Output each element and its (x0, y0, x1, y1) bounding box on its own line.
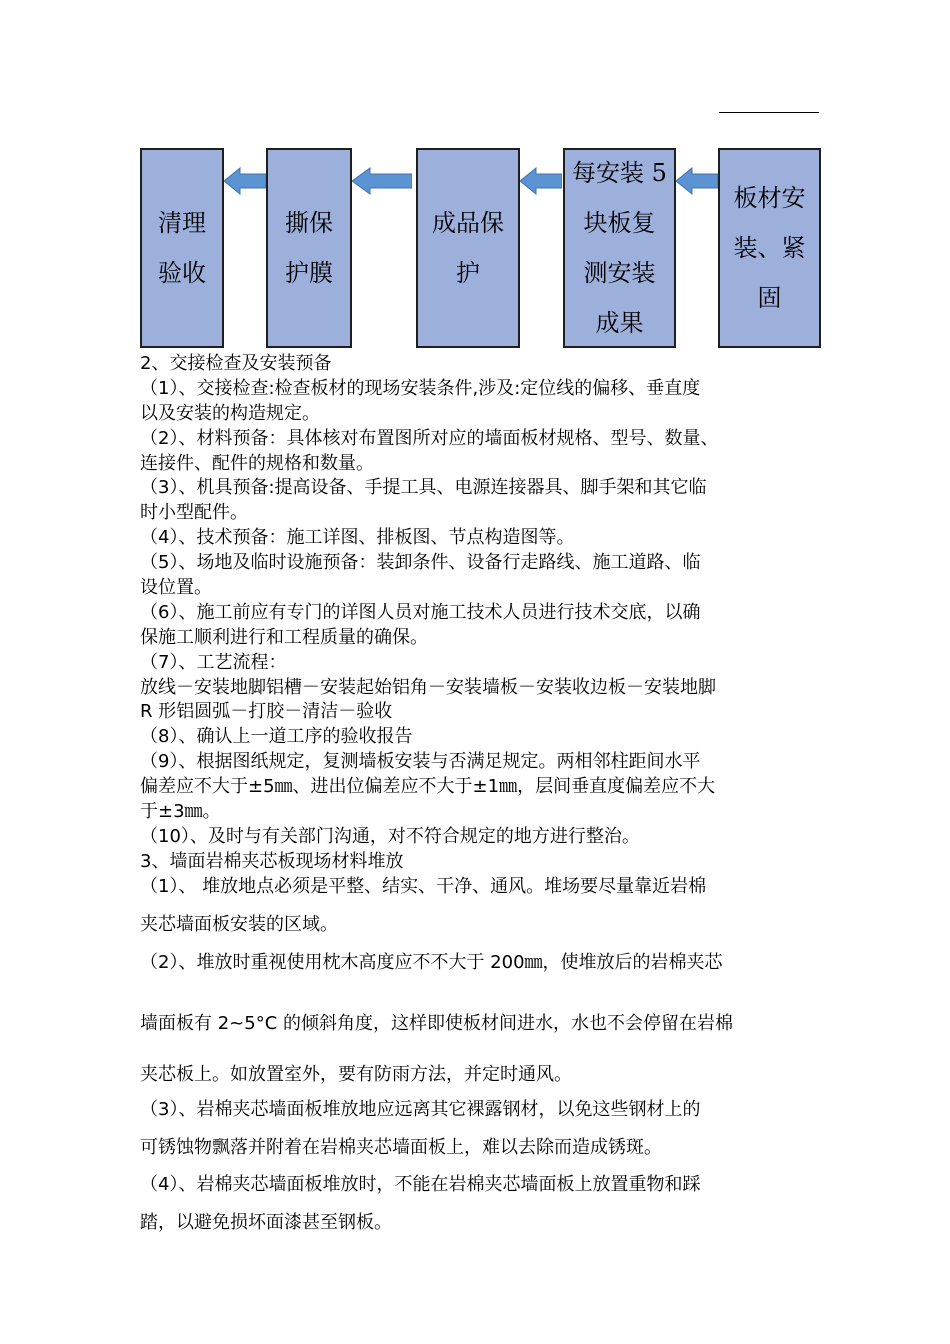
section3-line: 夹芯板上。如放置室外，要有防雨方法，并定时通风。 (140, 1064, 572, 1085)
section2-line: 连接件、配件的规格和数量。 (140, 453, 374, 474)
flow-box-label: 撕保 护膜 (285, 209, 333, 287)
section2-line: （6）、施工前应有专门的详图人员对施工技术人员进行技术交底，以确 (140, 602, 701, 623)
section2-line: （1）、交接检查:检查板材的现场安装条件,涉及:定位线的偏移、垂直度 (140, 378, 701, 399)
flow-box-chengpin (416, 148, 520, 348)
section2-line: R 形铝圆弧－打胶－清洁－验收 (140, 701, 393, 722)
flow-box-fuce (563, 148, 676, 348)
flow-box-label: 板材安 装、紧 固 (733, 184, 806, 312)
flow-box-sibaohu (266, 148, 352, 348)
section2-line: （10）、及时与有关部门沟通，对不符合规定的地方进行整治。 (140, 826, 640, 847)
section2-line: （7）、工艺流程： (140, 652, 287, 673)
section3-heading: 3、墙面岩棉夹芯板现场材料堆放 (140, 851, 404, 872)
section2-line: （5）、场地及临时设施预备：装卸条件、设备行走路线、施工道路、临 (140, 552, 701, 573)
section2-line: （9）、根据图纸规定，复测墙板安装与否满足规定。两相邻柱距间水平 (140, 751, 701, 772)
section2-line: （2）、材料预备：具体核对布置图所对应的墙面板材规格、型号、数量、 (140, 428, 719, 449)
section2-line: 放线－安装地脚铝槽－安装起始铝角－安装墙板－安装收边板－安装地脚 (140, 677, 716, 698)
section2-line: （4）、技术预备：施工详图、排板图、节点构造图等。 (140, 527, 575, 548)
flow-box-qingli (140, 148, 224, 348)
flow-box-label: 成品保 护 (432, 209, 504, 287)
section2-line: 偏差应不大于±5㎜、进出位偏差应不大于±1㎜，层间垂直度偏差应不大 (140, 776, 716, 797)
section2-line: 以及安装的构造规定。 (140, 403, 320, 424)
section3-line: 夹芯墙面板安装的区域。 (140, 914, 338, 935)
top-rule (719, 112, 819, 113)
flow-box-label: 清理 验收 (158, 209, 206, 287)
flow-arrow-left-icon (676, 167, 718, 195)
section2-line: 于±3㎜。 (140, 801, 221, 822)
section2-line: 时小型配件。 (140, 502, 248, 523)
section3-line: （2）、堆放时重视使用枕木高度应不不大于 200㎜，使堆放后的岩棉夹芯 (140, 952, 723, 973)
section3-line: 踏，以避免损坏面漆甚至钢板。 (140, 1212, 392, 1233)
section2-heading: 2、交接检查及安装预备 (140, 353, 332, 374)
section2-line: 保施工顺利进行和工程质量的确保。 (140, 627, 428, 648)
section3-line: （3）、岩棉夹芯墙面板堆放地应远离其它裸露钢材，以免这些钢材上的 (140, 1099, 701, 1120)
flow-arrow-left-icon (352, 167, 412, 195)
flow-arrow-left-icon (520, 167, 562, 195)
flow-box-anzhuang (718, 148, 821, 348)
section2-line: 设位置。 (140, 577, 212, 598)
section2-line: （3）、机具预备:提高设备、手提工具、电源连接器具、脚手架和其它临 (140, 477, 707, 498)
section3-line: （1）、 堆放地点必须是平整、结实、干净、通风。堆场要尽量靠近岩棉 (140, 876, 707, 897)
section3-line: 墙面板有 2~5°C 的倾斜角度，这样即使板材间进水，水也不会停留在岩棉 (140, 1013, 733, 1034)
section3-line: 可锈蚀物飘落并附着在岩棉夹芯墙面板上，难以去除而造成锈斑。 (140, 1137, 662, 1158)
section2-line: （8）、确认上一道工序的验收报告 (140, 726, 413, 747)
section3-line: （4）、岩棉夹芯墙面板堆放时，不能在岩棉夹芯墙面板上放置重物和踩 (140, 1174, 701, 1195)
flow-box-label: 每安装 5 块板复 测安装 成果 (572, 159, 667, 337)
flow-arrow-left-icon (224, 167, 266, 195)
